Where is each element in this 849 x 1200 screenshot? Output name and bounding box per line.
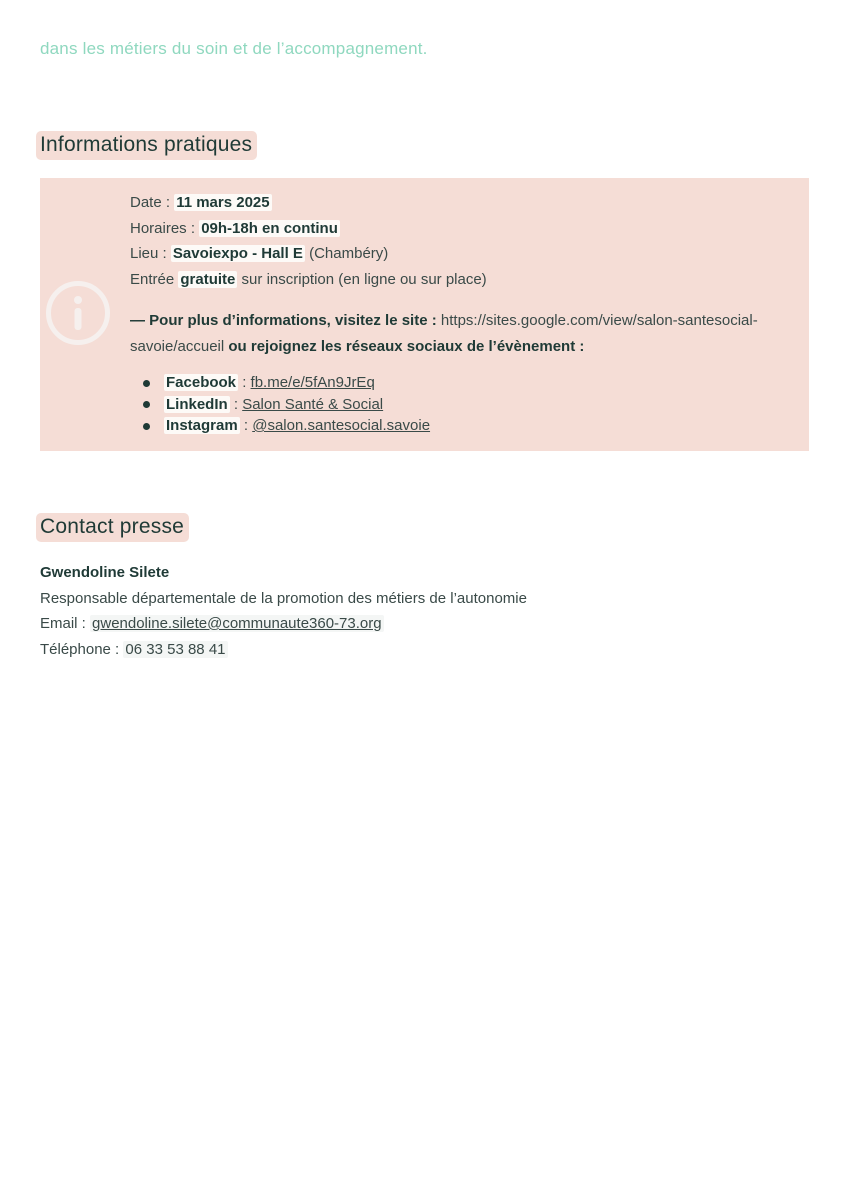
bullet-icon [143, 423, 150, 430]
intro-text: dans les métiers du soin et de l’accompagnement. [40, 39, 428, 58]
social-network-label: Instagram [166, 417, 238, 434]
site-url: https://sites.google.com/view/salon-santesocial-savoie/accueil [130, 312, 758, 355]
place-label: Lieu : [130, 245, 171, 262]
place-city: (Chambéry) [304, 245, 389, 262]
phone-line [40, 637, 527, 663]
phone-label: Téléphone : [40, 640, 124, 658]
email-line [40, 611, 527, 637]
info-circle-icon [45, 280, 111, 346]
info-box [40, 178, 809, 451]
contact-block [40, 560, 527, 662]
info-section-heading: Informations pratiques [36, 131, 257, 160]
social-network-label: Facebook [166, 374, 237, 391]
date-label: Date : [130, 194, 175, 211]
email-link[interactable]: gwendoline.silete@communaute360-73.org [92, 615, 382, 632]
more-info-paragraph [130, 308, 779, 360]
hours-value: 09h-18h en continu [201, 219, 338, 237]
hours-label: Horaires : [130, 219, 200, 237]
linkedin-link[interactable]: Salon Santé & Social [242, 395, 384, 413]
place-line [130, 241, 779, 267]
social-item-instagram [130, 415, 779, 437]
social-network-label: LinkedIn [166, 395, 228, 413]
entry-prefix: Entrée [130, 270, 179, 288]
contact-name: Gwendoline Silete [40, 564, 170, 581]
entry-value: gratuite [180, 270, 236, 288]
date-line [130, 190, 779, 216]
contact-role: Responsable départementale de la promotion des métiers de l’autonomie [40, 589, 527, 607]
bullet-icon [143, 401, 150, 408]
contact-section-heading: Contact presse [36, 513, 189, 542]
social-separator: : [229, 395, 243, 413]
social-separator: : [238, 374, 251, 391]
phone-number: 06 33 53 88 41 [125, 640, 226, 658]
entry-suffix: sur inscription (en ligne ou sur place) [237, 270, 487, 288]
hours-line [130, 216, 779, 242]
more-info-intro: — Pour plus d’informations, visitez le site : [130, 312, 441, 329]
instagram-link[interactable]: @salon.santesocial.savoie [252, 417, 431, 434]
email-label: Email : [40, 615, 91, 632]
bullet-icon [143, 380, 150, 387]
social-item-linkedin [130, 394, 779, 416]
social-separator: : [239, 417, 253, 434]
date-value: 11 mars 2025 [176, 194, 270, 211]
join-text: ou rejoignez les réseaux sociaux de l’évènement : [224, 338, 585, 355]
entry-line [130, 267, 779, 293]
facebook-link[interactable]: fb.me/e/5fAn9JrEq [250, 374, 375, 391]
place-value: Savoiexpo - Hall E [172, 245, 303, 262]
info-content [130, 190, 779, 437]
social-item-facebook [130, 372, 779, 394]
social-list [130, 372, 779, 437]
